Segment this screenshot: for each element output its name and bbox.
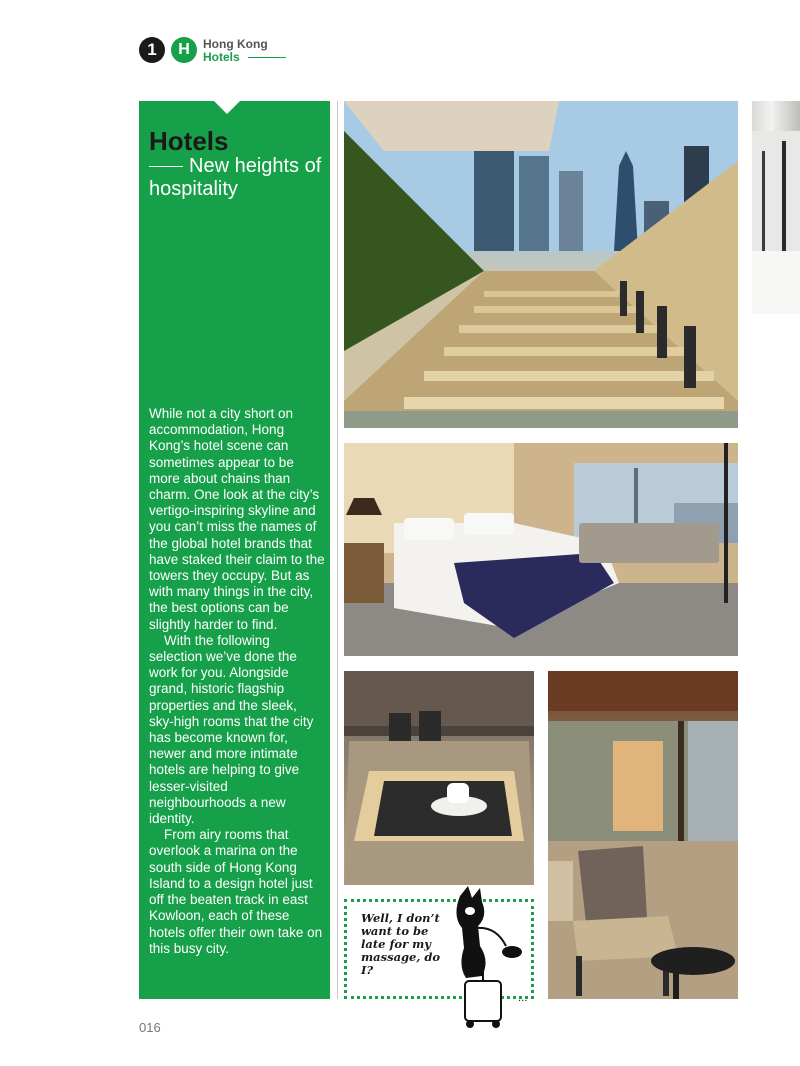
column-divider <box>337 101 338 999</box>
lobby-illustration <box>752 101 800 314</box>
bedroom-illustration <box>344 443 738 656</box>
cartoon-caption: Well, I don’t want to be late for my massage, do I? <box>361 911 441 977</box>
header-rule <box>248 57 286 58</box>
dog-with-suitcase-illustration <box>440 886 540 1031</box>
header-section: Hotels <box>203 50 240 64</box>
svg-text:...: ... <box>518 993 528 1004</box>
chapter-number-badge: 1 <box>139 37 165 63</box>
intro-paragraph: While not a city short on accommodation, Hong Kong’s hotel scene can sometimes appear to be more about chains than charm. One look at the city’s vertigo-inspiring skyline and you can’t miss the names of the global hotel brands that have staked their claim to the towers they occupy. But as with many things in the city, the best options can be slightly harder to find. <box>149 406 325 632</box>
hotels-icon <box>171 37 197 63</box>
page-subtitle <box>149 155 329 201</box>
intro-paragraph: From airy rooms that overlook a marina on the south side of Hong Kong Island to a design hotel just off the beaten track in east Kowloon, each of these hotels offer their own take on this busy city. <box>149 827 323 956</box>
panel-notch <box>213 100 241 114</box>
lounge-illustration <box>548 671 738 999</box>
intro-panel <box>139 101 330 999</box>
header-label <box>203 38 268 64</box>
lounge-photo <box>548 671 738 999</box>
page-title: Hotels <box>149 126 229 156</box>
lobby-photo <box>752 101 800 314</box>
hotels-icon-letter: H <box>178 41 190 58</box>
terrace-stairs-photo <box>344 101 738 428</box>
terrace-stairs-illustration <box>344 101 738 428</box>
page-number: 016 <box>139 1020 161 1035</box>
bedroom-photo <box>344 443 738 656</box>
intro-paragraph: With the following selection we’ve done the work for you. Alongside grand, historic flagship properties and the sleek, sky-high rooms that the city has become known for, newer and more intimate hotels are helping to give lesser-visited neighbourhoods a new identity. <box>149 632 314 827</box>
intro-text <box>149 406 325 957</box>
tea-table-photo <box>344 671 534 885</box>
header-city: Hong Kong <box>203 37 268 51</box>
page-subtitle-text: New heights of hospitality <box>149 155 322 200</box>
subtitle-dash <box>149 166 183 167</box>
tea-table-illustration <box>344 671 534 885</box>
